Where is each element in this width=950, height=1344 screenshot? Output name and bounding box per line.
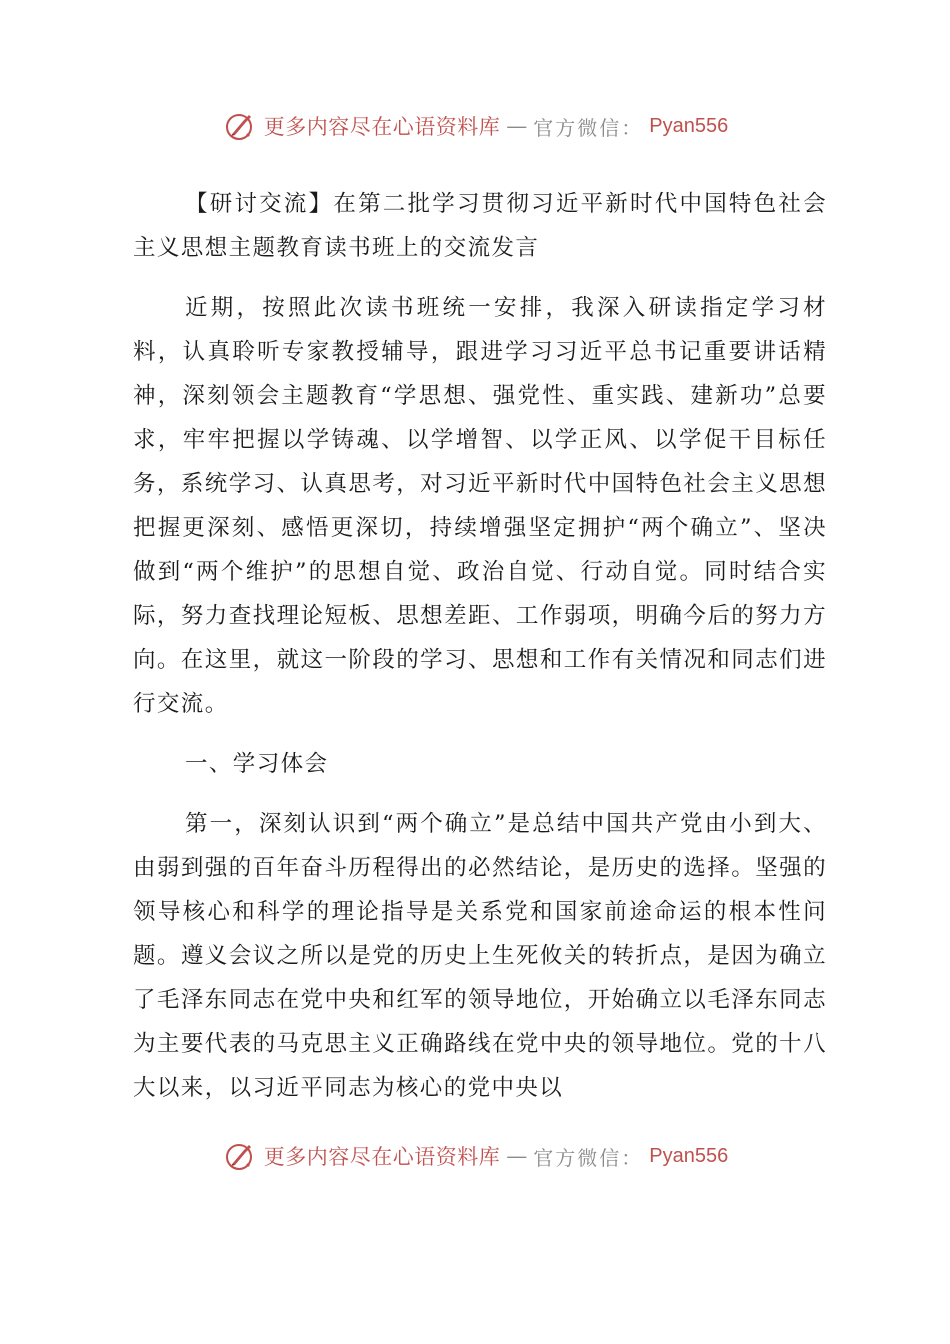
watermark-wechat-id: Pyan556 (649, 114, 729, 137)
watermark-wechat-id: Pyan556 (649, 1144, 729, 1167)
watermark-brand: 更多内容尽在心语资料库 (263, 115, 501, 139)
watermark-official: 官方微信： (533, 115, 644, 140)
pen-nib-logo-icon (222, 108, 258, 144)
watermark-official: 官方微信： (533, 1145, 644, 1170)
pen-nib-logo-icon (222, 1138, 258, 1174)
document-body (133, 182, 827, 1110)
watermark-separator: — (506, 1144, 528, 1168)
section-heading: 一、学习体会 (185, 751, 329, 777)
body-paragraph: 第一，深刻认识到“两个确立”是总结中国共产党由小到大、由弱到强的百年奋斗历程得出的必然结论，是历史的选择。坚强的领导核心和科学的理论指导是关系党和国家前途命运的根本性问题。遵义会议之所以是党的历史上生死攸关的转折点，是因为确立了毛泽东同志在党中央和红军的领导地位，开始确立以毛泽东同志为主要代表的马克思主义正确路线在党中央的领导地位。党的十八大以来，以习近平同志为核心的党中央以 (133, 811, 827, 1101)
watermark-brand: 更多内容尽在心语资料库 (263, 1145, 501, 1169)
intro-paragraph: 近期，按照此次读书班统一安排，我深入研读指定学习材料，认真聆听专家教授辅导，跟进学习习近平总书记重要讲话精神，深刻领会主题教育“学思想、强党性、重实践、建新功”总要求，牢牢把握以学铸魂、以学增智、以学正风、以学促干目标任务，系统学习、认真思考，对习近平新时代中国特色社会主义思想把握更深刻、感悟更深切，持续增强坚定拥护“两个确立”、坚决做到“两个维护”的思想自觉、政治自觉、行动自觉。同时结合实际，努力查找理论短板、思想差距、工作弱项，明确今后的努力方向。在这里，就这一阶段的学习、思想和工作有关情况和同志们进行交流。 (133, 295, 827, 717)
header-watermark (0, 104, 950, 148)
document-title: 【研讨交流】在第二批学习贯彻习近平新时代中国特色社会主义思想主题教育读书班上的交流发言 (133, 191, 827, 261)
watermark-separator: — (506, 114, 528, 138)
footer-watermark (0, 1134, 950, 1178)
